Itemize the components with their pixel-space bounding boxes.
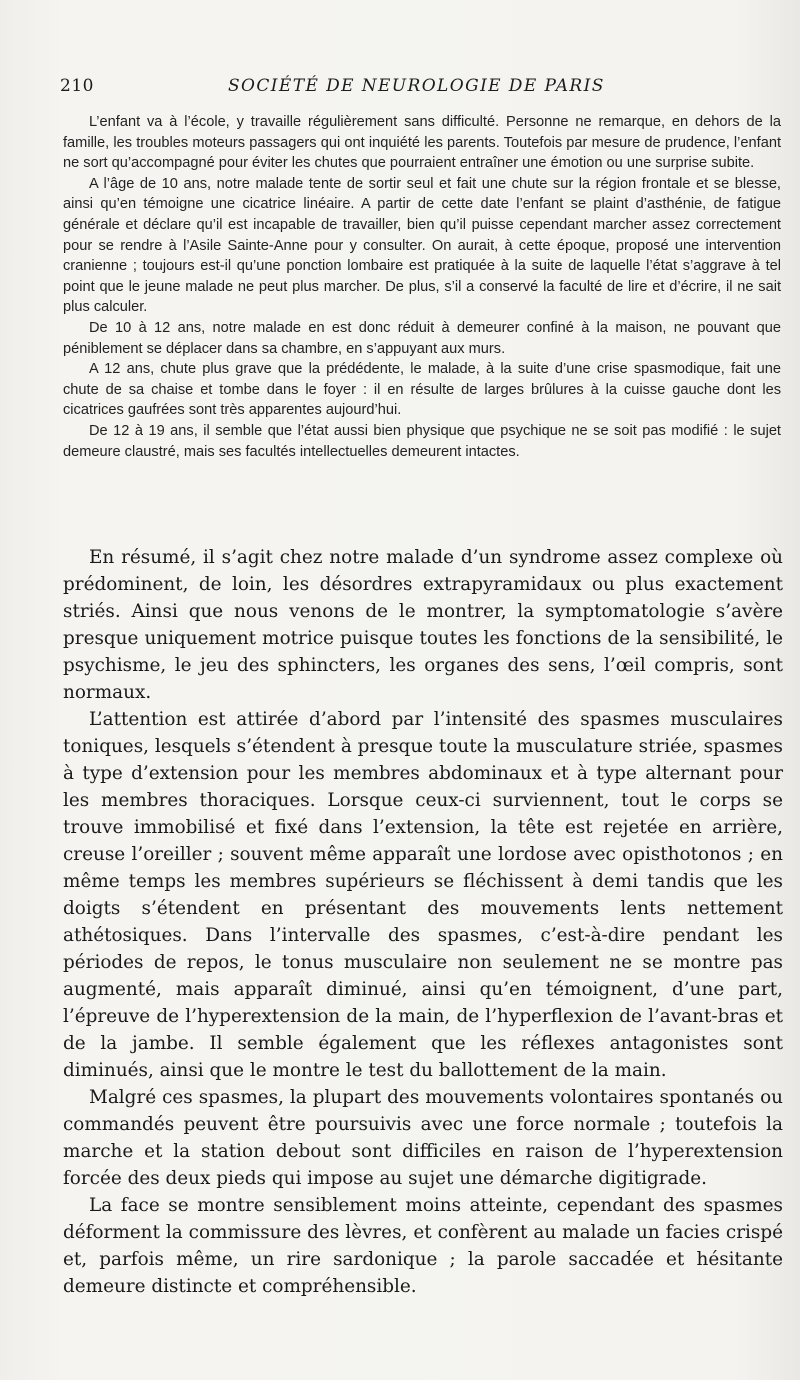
paragraph: De 10 à 12 ans, notre malade en est donc réduit à demeurer confiné à la maison, ne pouvant que péniblement se déplacer dans sa chambre, en s’appuyant aux murs. <box>63 319 781 357</box>
paragraph: Malgré ces spasmes, la plupart des mouvements volontaires spontanés ou commandés peuvent être poursuivis avec une force normale ; toutefois la marche et la station debout sont difficiles en raison de l’hyperextension forcée des deux pieds qui impose au sujet une démarche digitigrade. <box>63 1087 783 1189</box>
paragraph: La face se montre sensiblement moins atteinte, cependant des spasmes déforment la commissure des lèvres, et confèrent au malade un facies crispé et, parfois même, un rire sardonique ; la parole saccadée et hésitante demeure distincte et compréhensible. <box>63 1195 783 1297</box>
case-history-section <box>63 112 781 462</box>
paragraph: A 12 ans, chute plus grave que la prédédente, le malade, à la suite d’une crise spasmodique, fait une chute de sa chaise et tombe dans le foyer : il en résulte de larges brûlures à la cuisse gauche dont les cicatrices gaufrées sont très apparentes aujourd’hui. <box>63 361 781 419</box>
page-number: 210 <box>60 76 94 96</box>
paragraph: De 12 à 19 ans, il semble que l’état aussi bien physique que psychique ne se soit pas modifié : le sujet demeure claustré, mais ses facultés intellectuelles demeurent intactes. <box>63 422 781 460</box>
paragraph: En résumé, il s’agit chez notre malade d’un syndrome assez complexe où prédominent, de loin, les désordres extrapyramidaux ou plus exactement striés. Ainsi que nous venons de le montrer, la symptomatologie s’avère presque uniquement motrice puisque toutes les fonctions de la sensibilité, le psychisme, le jeu des sphincters, les organes des sens, l’œil compris, sont normaux. <box>63 547 783 703</box>
paragraph: L’attention est attirée d’abord par l’intensité des spasmes musculaires toniques, lesquels s’étendent à presque toute la musculature striée, spasmes à type d’extension pour les membres abdominaux et à type alternant pour les membres thoraciques. Lorsque ceux-ci surviennent, tout le corps se trouve immobilisé et fixé dans l’extension, la tête est rejetée en arrière, creuse l’oreiller ; souvent même apparaît une lordose avec opisthotonos ; en même temps les membres supérieurs se fléchissent à demi tandis que les doigts s’étendent en présentant des mouvements lents nettement athétosiques. Dans l’intervalle des spasmes, c’est-à-dire pendant les périodes de repos, le tonus musculaire non seulement ne se montre pas augmenté, mais apparaît diminué, ainsi qu’en témoignent, d’une part, l’épreuve de l’hyperextension de la main, de l’hyperflexion de l’avant-bras et de la jambe. Il semble également que les réflexes antagonistes sont diminués, ainsi que le montre le test du ballottement de la main. <box>63 709 783 1081</box>
running-title: SOCIÉTÉ DE NEUROLOGIE DE PARIS <box>228 76 605 96</box>
discussion-section <box>63 544 783 1300</box>
paragraph: A l’âge de 10 ans, notre malade tente de sortir seul et fait une chute sur la région frontale et se blesse, ainsi qu’en témoigne une cicatrice linéaire. A partir de cette date l’enfant se plaint d’asthénie, de fatigue générale et déclare qu’il est incapable de travailler, bien qu’il puisse cependant marcher assez correctement pour se rendre à l’Asile Sainte-Anne pour y consulter. On aurait, à cette époque, proposé une intervention cranienne ; toujours est-il qu’une ponction lombaire est pratiquée à la suite de laquelle l’état s’aggrave à tel point que le jeune malade ne peut plus marcher. De plus, s’il a conservé la faculté de lire et d’écrire, il ne sait plus calculer. <box>63 175 781 316</box>
paragraph: L’enfant va à l’école, y travaille régulièrement sans difficulté. Personne ne remarque, en dehors de la famille, les troubles moteurs passagers qui ont inquiété les parents. Toutefois par mesure de prudence, l’enfant ne sort qu’accompagné pour éviter les chutes que pourraient entraîner une émotion ou une surprise subite. <box>63 114 781 172</box>
page-header <box>60 76 780 102</box>
